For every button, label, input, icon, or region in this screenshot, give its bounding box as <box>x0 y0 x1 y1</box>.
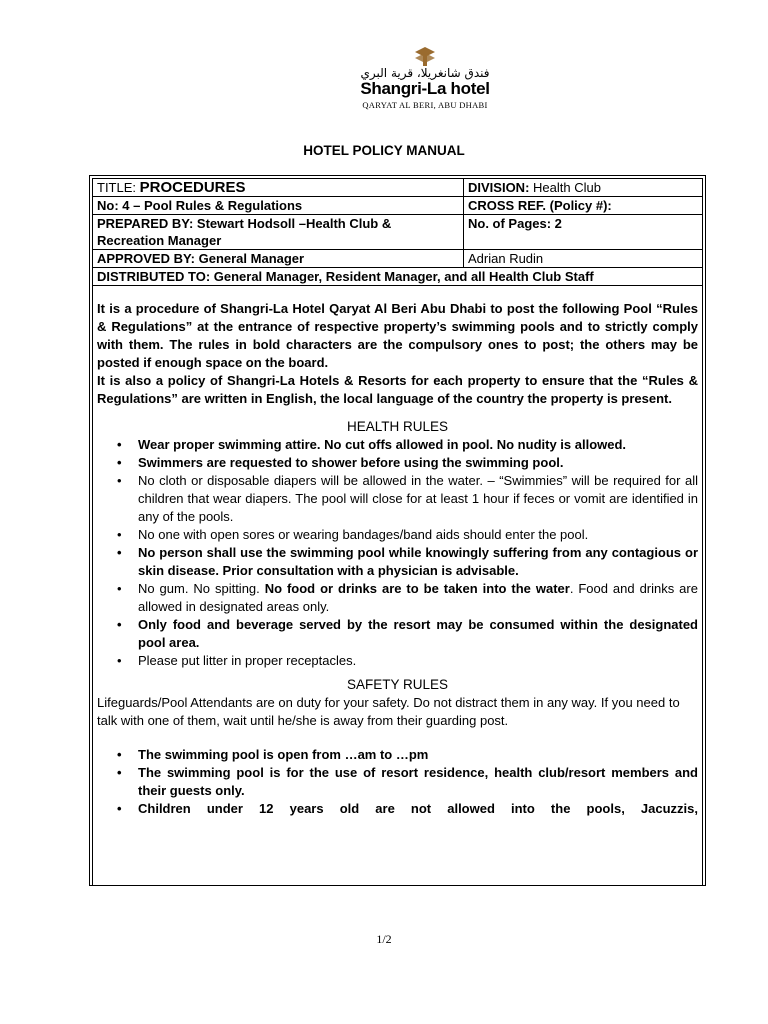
list-item: • The swimming pool is for the use of resort residence, health club/resort members and their guests only. <box>117 765 698 798</box>
list-item: • No gum. No spitting. No food or drinks are to be taken into the water. Food and drinks are allowed in designated areas only. <box>117 581 698 614</box>
safety-rules-heading: SAFETY RULES <box>346 677 449 692</box>
title-cell <box>93 179 464 197</box>
bullet-icon: • <box>117 581 122 596</box>
bullet-icon: • <box>117 801 122 816</box>
bullet-icon: • <box>117 747 122 762</box>
bullet-icon: • <box>117 545 122 560</box>
bullet-icon: • <box>117 527 122 542</box>
health-rules-heading: HEALTH RULES <box>346 419 449 434</box>
approver-name: Adrian Rudin <box>464 250 703 268</box>
list-item: • Please put litter in proper receptacles. <box>117 653 357 668</box>
list-item: • Wear proper swimming attire. No cut offs allowed in pool. No nudity is allowed. <box>117 437 627 452</box>
manual-title: HOTEL POLICY MANUAL <box>303 143 465 158</box>
division-cell <box>464 179 703 197</box>
cross-reference: CROSS REF. (Policy #): <box>464 197 703 215</box>
list-item: • No cloth or disposable diapers will be allowed in the water. – “Swimmies” will be required for all children that wear diapers. The pool will close for at least 1 hour if feces or vomit are identified in any of the pools. <box>117 473 698 524</box>
logo-location: QARYAT AL BERI, ABU DHABI <box>362 100 488 110</box>
bullet-icon: • <box>117 617 122 632</box>
approved-by: APPROVED BY: General Manager <box>93 250 464 268</box>
distributed-to: DISTRIBUTED TO: General Manager, Resident Manager, and all Health Club Staff <box>93 268 702 286</box>
bullet-icon: • <box>117 765 122 780</box>
title-value: PROCEDURES <box>139 179 246 196</box>
list-item: • The swimming pool is open from …am to …pm <box>117 747 429 762</box>
bullet-icon: • <box>117 437 122 452</box>
division-label: DIVISION: <box>468 180 530 195</box>
title-label: TITLE: <box>97 180 137 195</box>
safety-rules-list <box>97 746 698 818</box>
list-item: • Swimmers are requested to shower before using the swimming pool. <box>117 455 564 470</box>
list-item: • Only food and beverage served by the resort may be consumed within the designated pool area. <box>117 617 698 650</box>
bullet-icon: • <box>117 473 122 488</box>
policy-document-frame <box>89 175 706 886</box>
logo-arabic-text: فندق شانغريلا، قرية البري <box>360 66 490 80</box>
page-number: 1/2 <box>376 932 392 946</box>
list-item: • Children under 12 years old are not allowed into the pools, Jacuzzis, <box>117 801 698 816</box>
logo-brand-name: Shangri-La hotel <box>360 79 490 98</box>
hotel-logo <box>350 46 500 118</box>
safety-rules-intro: Lifeguards/Pool Attendants are on duty for your safety. Do not distract them in any way. If you need to talk with one of them, wait until he/she is away from their guarding post. <box>97 695 680 728</box>
list-item: • No one with open sores or wearing bandages/band aids should enter the pool. <box>117 527 589 542</box>
intro-paragraph-1: It is a procedure of Shangri-La Hotel Qaryat Al Beri Abu Dhabi to post the following Pool “Rules & Regulations” at the entrance of respective property’s swimming pools and to strictly comply with them. The rules in bold characters are the compulsory ones to post; the others may be posted if enough space on the board. <box>97 301 698 370</box>
list-item: • No person shall use the swimming pool while knowingly suffering from any contagious or skin disease. Prior consultation with a physician is advisable. <box>117 545 698 578</box>
number-of-pages: No. of Pages: 2 <box>464 215 703 250</box>
policy-header-table <box>93 179 702 286</box>
intro-paragraph-2: It is also a policy of Shangri-La Hotels & Resorts for each property to ensure that the “Rules & Regulations” are written in English, the local language of the country the property is present. <box>97 373 698 406</box>
division-value: Health Club <box>533 180 601 195</box>
prepared-by: PREPARED BY: Stewart Hodsoll –Health Club & Recreation Manager <box>93 215 464 250</box>
policy-number: No: 4 – Pool Rules & Regulations <box>93 197 464 215</box>
bullet-icon: • <box>117 653 122 668</box>
bullet-icon: • <box>117 455 122 470</box>
policy-body <box>93 286 702 818</box>
shangri-la-emblem-icon <box>414 46 436 66</box>
health-rules-list <box>97 436 698 670</box>
